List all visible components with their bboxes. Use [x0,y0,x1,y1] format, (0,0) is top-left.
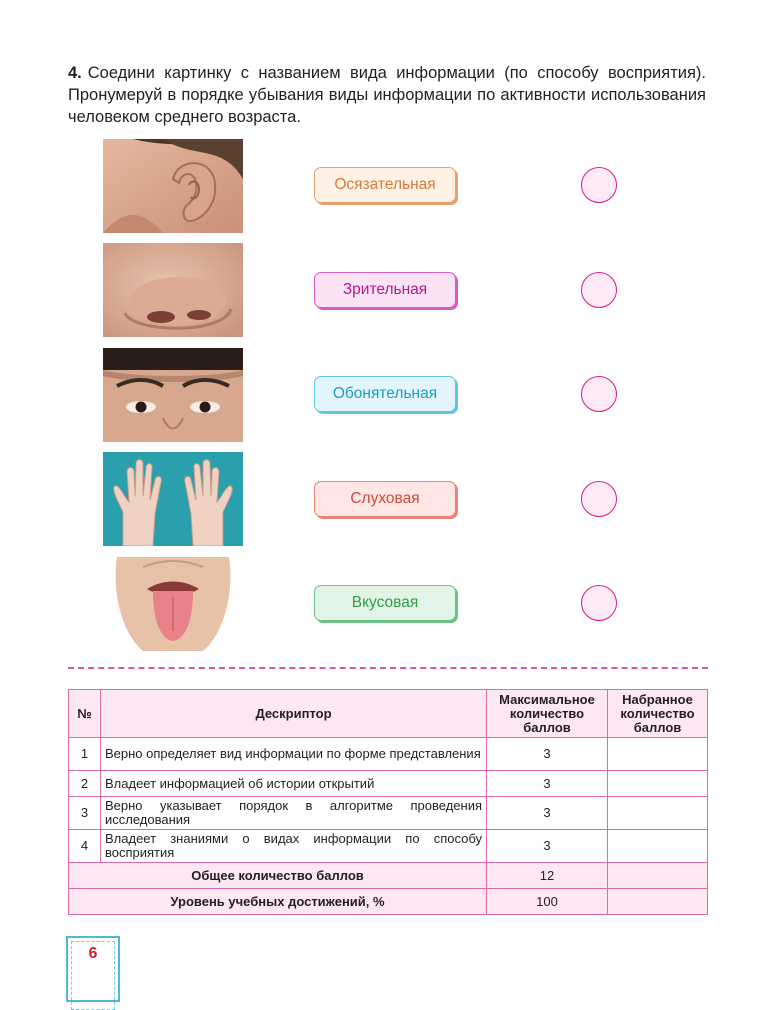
row-got[interactable] [608,738,708,771]
row-num: 4 [69,830,101,863]
level-max: 100 [487,889,608,915]
level-row [69,889,708,915]
total-row [69,863,708,889]
label-olfactory-text: Обонятельная [332,385,438,402]
answer-circle[interactable] [581,585,617,621]
page-number-box [66,936,120,1002]
header-max: Максимальное количество баллов [487,690,608,738]
row-max: 3 [487,738,608,771]
answer-circle[interactable] [581,167,617,203]
row-num: 1 [69,738,101,771]
task-text [68,62,706,128]
tongue-photo [103,557,243,651]
row-num: 3 [69,797,101,830]
row-got[interactable] [608,797,708,830]
answer-circle[interactable] [581,272,617,308]
label-visual[interactable] [314,272,456,308]
row-max: 3 [487,830,608,863]
row-got[interactable] [608,771,708,797]
task-statement: Соедини картинку с названием вида информации (по способу восприятия). Пронумеруй в порядке убывания виды информации по активности использования человеком среднего возраста. [68,64,706,126]
row-num: 2 [69,771,101,797]
total-label: Общее количество баллов [69,863,487,889]
level-label: Уровень учебных достижений, % [69,889,487,915]
row-descriptor: Верно указывает порядок в алгоритме проведения исследования [101,797,487,830]
header-got: Набранное количество баллов [608,690,708,738]
task-number: 4. [68,64,82,82]
answer-circle[interactable] [581,376,617,412]
header-descriptor: Дескриптор [101,690,487,738]
level-got[interactable] [608,889,708,915]
row-descriptor: Владеет знаниями о видах информации по способу восприятия [101,830,487,863]
answer-circle[interactable] [581,481,617,517]
table-row [69,738,708,771]
descriptor-table [68,689,708,915]
page-number: 6 [88,945,98,962]
total-max: 12 [487,863,608,889]
header-num: № [69,690,101,738]
label-gustatory[interactable] [314,585,456,621]
label-tactile[interactable] [314,167,456,203]
ear-photo [103,139,243,233]
label-gustatory-text: Вкусовая [351,594,419,611]
row-got[interactable] [608,830,708,863]
total-got[interactable] [608,863,708,889]
row-max: 3 [487,797,608,830]
table-header-row [69,690,708,738]
label-olfactory[interactable] [314,376,456,412]
label-auditory-text: Слуховая [350,490,420,507]
row-descriptor: Владеет информацией об истории открытий [101,771,487,797]
row-max: 3 [487,771,608,797]
table-row [69,830,708,863]
label-tactile-text: Осязательная [334,176,436,193]
label-visual-text: Зрительная [342,281,428,298]
table-row [69,771,708,797]
nose-photo [103,243,243,337]
row-descriptor: Верно определяет вид информации по форме представления [101,738,487,771]
eyes-photo [103,348,243,442]
table-row [69,797,708,830]
hands-photo [103,452,243,546]
dashed-divider [68,667,708,669]
label-auditory[interactable] [314,481,456,517]
